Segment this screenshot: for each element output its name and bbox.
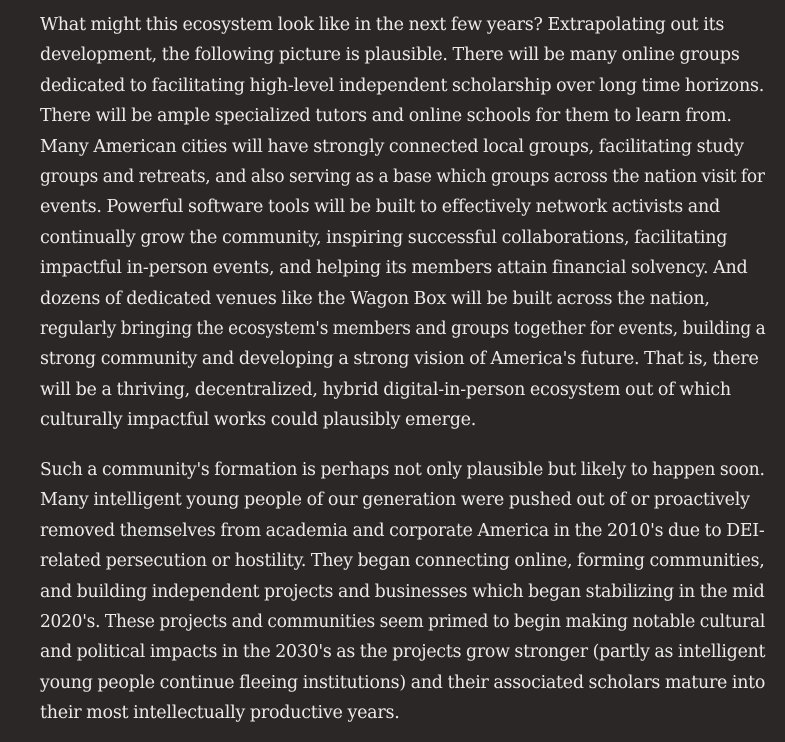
text-line: culturally impactful works could plausibly emerge. [40,410,477,431]
text-line: regularly bringing the ecosystem's members and groups together for events, building a [40,318,766,339]
text-line: Many intelligent young people of our generation were pushed out of or proactively [40,490,750,511]
text-line: What might this ecosystem look like in the next few years? Extrapolating out its [40,15,725,35]
text-line: impactful in-person events, and helping its members attain financial solvency. And [40,258,748,279]
text-line: their most intellectually productive years. [40,703,400,724]
text-line: related persecution or hostility. They began connecting online, forming communities, [40,551,765,572]
text-line: Such a community's formation is perhaps not only plausible but likely to happen soon. [40,459,765,480]
text-line: and building independent projects and businesses which began stabilizing in the mid [40,581,765,602]
text-line: dedicated to facilitating high-level independent scholarship over long time horizons. [40,75,765,96]
text-line: 2020's. These projects and communities seem primed to begin making notable cultural [40,611,766,632]
text-line: and political impacts in the 2030's as the projects grow stronger (partly as intelligent [40,642,766,663]
text-line: dozens of dedicated venues like the Wagon Box will be built across the nation, [40,288,710,309]
text-line: events. Powerful software tools will be built to effectively network activists and [40,197,720,218]
text-line: will be a thriving, decentralized, hybrid digital-in-person ecosystem out of which [40,379,731,400]
text-line: development, the following picture is plausible. There will be many online groups [40,45,740,66]
text-line: There will be ample specialized tutors and online schools for them to learn from. [40,106,732,127]
text-line: strong community and developing a strong vision of America's future. That is, there [40,349,759,370]
paragraph-2 [40,455,765,729]
text-line: removed themselves from academia and corporate America in the 2010's due to DEI- [40,520,765,541]
text-line: continually grow the community, inspiring successful collaborations, facilitating [40,227,728,248]
text-line: groups and retreats, and also serving as a base which groups across the nation visit for [40,166,765,187]
text-line: Many American cities will have strongly connected local groups, facilitating study [40,136,744,157]
paragraph-1 [40,10,765,435]
text-line: young people continue fleeing institutions) and their associated scholars mature into [40,672,766,693]
